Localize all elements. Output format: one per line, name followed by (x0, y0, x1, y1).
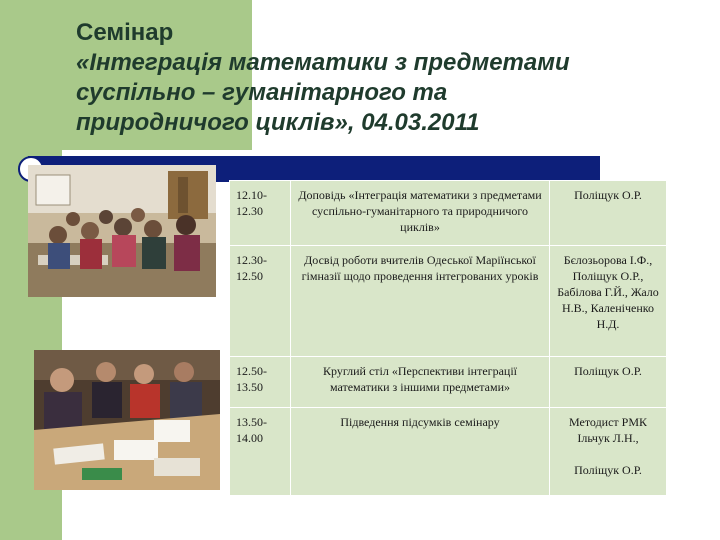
seminar-photo-table (34, 350, 220, 490)
speaker-cell: Бєлозьорова І.Ф., Поліщук О.Р., Бабілова Г.Й., Жало Н.В., Каленіченко Н.Д. (550, 246, 667, 357)
seminar-photo-audience (28, 165, 216, 297)
speaker-name: Методист РМК Ільчук Л.Н., (568, 415, 648, 445)
title-line-1: Семінар (76, 19, 174, 46)
topic-cell: Круглий стіл «Перспективи інтеграції математики з іншими предметами» (291, 357, 550, 408)
table-row (230, 357, 667, 408)
table-row (230, 246, 667, 357)
round-table-photo-illustration (34, 350, 220, 490)
title-line-3: суспільно – гуманітарного та (76, 79, 448, 106)
slide-title (76, 18, 696, 138)
topic-cell: Доповідь «Інтеграція математики з предметами суспільно-гуманітарного та природничого циклів» (291, 181, 550, 246)
speaker-cell: Поліщук О.Р. (550, 357, 667, 408)
topic-cell: Підведення підсумків семінару (291, 408, 550, 496)
schedule-table (229, 180, 667, 496)
time-cell: 12.10-12.30 (230, 181, 291, 246)
topic-cell: Досвід роботи вчителів Одеської Маріїнської гімназії щодо проведення інтегрованих уроків (291, 246, 550, 357)
title-line-4: природничого циклів», 04.03.2011 (76, 109, 480, 136)
speaker-cell: Поліщук О.Р. (550, 181, 667, 246)
time-cell: 12.50-13.50 (230, 357, 291, 408)
speaker-cell (550, 408, 667, 496)
time-cell: 12.30-12.50 (230, 246, 291, 357)
speaker-name-extra: Поліщук О.Р. (574, 463, 642, 477)
time-cell: 13.50-14.00 (230, 408, 291, 496)
table-row (230, 408, 667, 496)
table-row (230, 181, 667, 246)
title-line-2: «Інтеграція математики з предметами (76, 49, 570, 76)
audience-photo-illustration (28, 165, 216, 297)
